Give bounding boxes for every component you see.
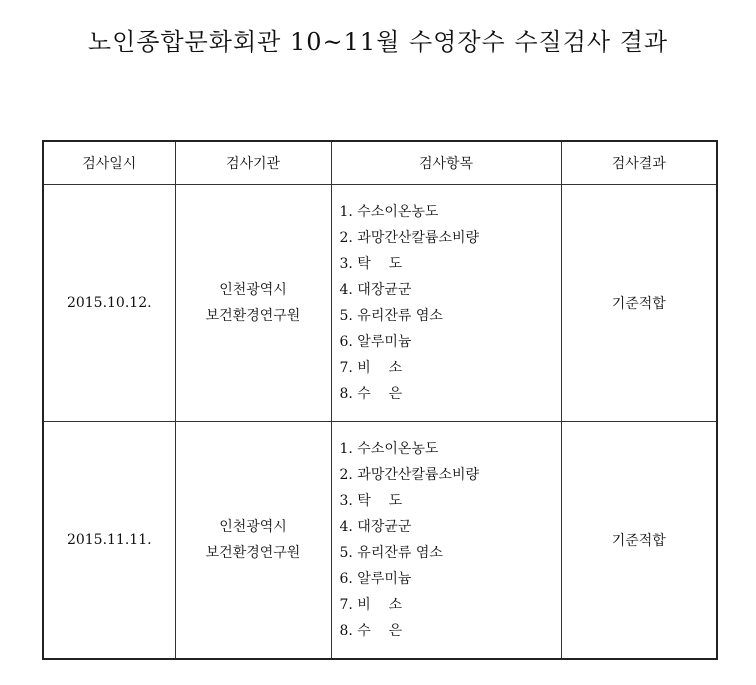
list-item: 3. 탁 도 (339, 493, 403, 509)
test-date-cell: 2015.11.11. (43, 422, 175, 660)
list-item: 4. 대장균군 (339, 282, 412, 298)
list-item: 8. 수 은 (339, 386, 403, 402)
list-item: 6. 알루미늄 (339, 334, 412, 350)
test-agency-cell (175, 422, 331, 660)
test-items-list (340, 436, 561, 644)
list-item: 6. 알루미늄 (339, 571, 412, 587)
test-date-cell: 2015.10.12. (43, 185, 175, 422)
test-result-cell: 기준적합 (561, 422, 717, 660)
header-test-agency: 검사기관 (175, 141, 331, 185)
test-items-cell (331, 422, 561, 660)
page-title: 노인종합문화회관 10~11월 수영장수 수질검사 결과 (87, 28, 669, 56)
agency-name-line: 보건환경연구원 (205, 545, 301, 561)
list-item: 3. 탁 도 (339, 256, 403, 272)
list-item: 1. 수소이온농도 (339, 441, 439, 457)
agency-name-line: 보건환경연구원 (205, 308, 301, 324)
list-item: 2. 과망간산칼륨소비량 (339, 467, 480, 483)
test-result-cell: 기준적합 (561, 185, 717, 422)
list-item: 7. 비 소 (339, 360, 403, 376)
list-item: 7. 비 소 (339, 597, 403, 613)
list-item: 1. 수소이온농도 (339, 204, 439, 220)
header-test-date: 검사일시 (43, 141, 175, 185)
list-item: 5. 유리잔류 염소 (339, 308, 443, 324)
agency-name-line: 인천광역시 (219, 519, 287, 535)
table-header-row (43, 141, 717, 185)
header-test-items: 검사항목 (331, 141, 561, 185)
header-test-result: 검사결과 (561, 141, 717, 185)
list-item: 5. 유리잔류 염소 (339, 545, 443, 561)
list-item: 8. 수 은 (339, 623, 403, 639)
list-item: 2. 과망간산칼륨소비량 (339, 230, 480, 246)
water-quality-results-table (42, 140, 718, 660)
list-item: 4. 대장균군 (339, 519, 412, 535)
test-agency-cell (175, 185, 331, 422)
table-row (43, 185, 717, 422)
agency-name-line: 인천광역시 (219, 282, 287, 298)
test-items-cell (331, 185, 561, 422)
test-items-list (340, 199, 561, 407)
table-row (43, 422, 717, 660)
